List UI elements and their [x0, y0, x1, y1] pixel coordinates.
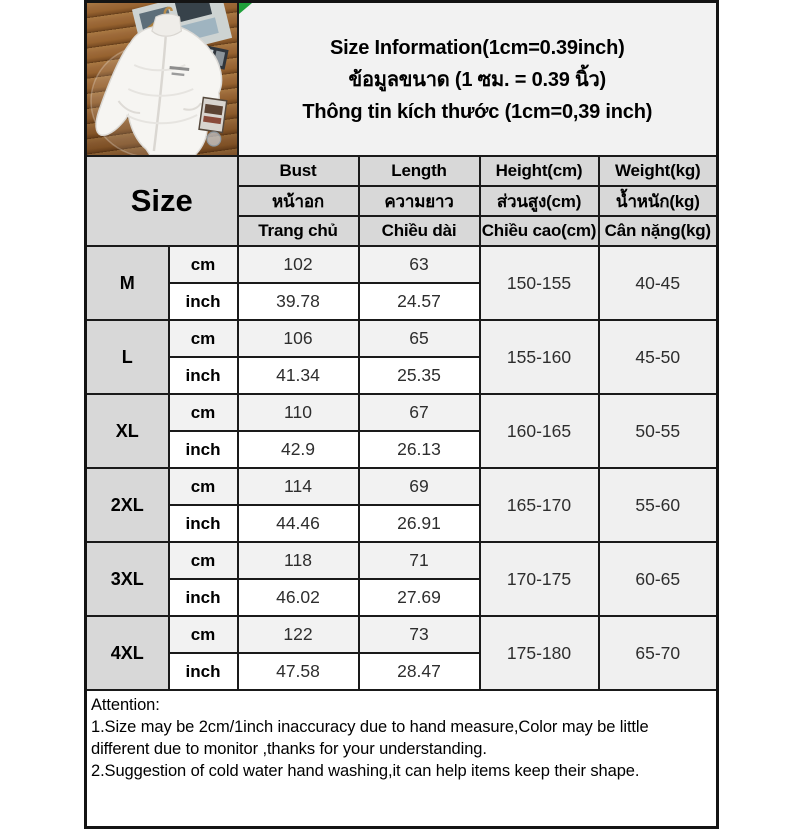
col-header-height-en: Height(cm): [480, 156, 599, 186]
col-header-weight-vi: Cân nặng(kg): [599, 216, 718, 246]
bust-inch-value: 47.58: [238, 653, 359, 690]
bust-cm-value: 114: [238, 468, 359, 505]
unit-cm-label: cm: [169, 394, 238, 431]
col-header-bust-th: หน้าอก: [238, 186, 359, 216]
col-header-bust-vi: Trang chủ: [238, 216, 359, 246]
height-range-value: 175-180: [480, 616, 599, 690]
col-header-height-vi: Chiều cao(cm): [480, 216, 599, 246]
col-header-bust-en: Bust: [238, 156, 359, 186]
bust-cm-value: 110: [238, 394, 359, 431]
white-jacket-illustration: [87, 3, 237, 155]
weight-range-value: 55-60: [599, 468, 718, 542]
bust-cm-value: 122: [238, 616, 359, 653]
col-header-length-th: ความยาว: [359, 186, 480, 216]
length-inch-value: 26.13: [359, 431, 480, 468]
col-header-weight-en: Weight(kg): [599, 156, 718, 186]
unit-inch-label: inch: [169, 431, 238, 468]
length-inch-value: 28.47: [359, 653, 480, 690]
unit-inch-label: inch: [169, 357, 238, 394]
unit-cm-label: cm: [169, 616, 238, 653]
size-label-xl: XL: [86, 394, 169, 468]
length-inch-value: 26.91: [359, 505, 480, 542]
title-line-vietnamese: Thông tin kích thước (1cm=0,39 inch): [302, 101, 653, 123]
unit-inch-label: inch: [169, 505, 238, 542]
bust-inch-value: 42.9: [238, 431, 359, 468]
green-corner-marker: [239, 3, 252, 14]
weight-range-value: 50-55: [599, 394, 718, 468]
bust-inch-value: 46.02: [238, 579, 359, 616]
bust-cm-value: 118: [238, 542, 359, 579]
unit-inch-label: inch: [169, 283, 238, 320]
length-cm-value: 67: [359, 394, 480, 431]
bust-inch-value: 39.78: [238, 283, 359, 320]
size-info-title-cell: [238, 2, 718, 157]
attention-heading: Attention:: [91, 696, 160, 714]
length-cm-value: 73: [359, 616, 480, 653]
unit-inch-label: inch: [169, 579, 238, 616]
attention-notes: [86, 690, 718, 828]
attention-line-2: 2.Suggestion of cold water hand washing,it can help items keep their shape.: [91, 762, 640, 780]
weight-range-value: 60-65: [599, 542, 718, 616]
height-range-value: 160-165: [480, 394, 599, 468]
size-label-3xl: 3XL: [86, 542, 169, 616]
product-photo: [86, 2, 238, 157]
length-inch-value: 24.57: [359, 283, 480, 320]
length-cm-value: 71: [359, 542, 480, 579]
unit-cm-label: cm: [169, 246, 238, 283]
title-line-thai: ข้อมูลขนาด (1 ซม. = 0.39 นิ้ว): [348, 69, 607, 91]
length-cm-value: 69: [359, 468, 480, 505]
unit-cm-label: cm: [169, 468, 238, 505]
unit-cm-label: cm: [169, 320, 238, 357]
bust-inch-value: 44.46: [238, 505, 359, 542]
col-header-length-en: Length: [359, 156, 480, 186]
size-corner-header: Size: [86, 156, 238, 246]
size-label-m: M: [86, 246, 169, 320]
length-cm-value: 65: [359, 320, 480, 357]
length-inch-value: 27.69: [359, 579, 480, 616]
bust-cm-value: 106: [238, 320, 359, 357]
size-chart-table: [84, 0, 719, 829]
bust-cm-value: 102: [238, 246, 359, 283]
height-range-value: 170-175: [480, 542, 599, 616]
size-label-2xl: 2XL: [86, 468, 169, 542]
height-range-value: 155-160: [480, 320, 599, 394]
unit-cm-label: cm: [169, 542, 238, 579]
height-range-value: 150-155: [480, 246, 599, 320]
length-inch-value: 25.35: [359, 357, 480, 394]
col-header-weight-th: น้ำหนัก(kg): [599, 186, 718, 216]
size-label-l: L: [86, 320, 169, 394]
length-cm-value: 63: [359, 246, 480, 283]
bust-inch-value: 41.34: [238, 357, 359, 394]
col-header-length-vi: Chiều dài: [359, 216, 480, 246]
height-range-value: 165-170: [480, 468, 599, 542]
weight-range-value: 45-50: [599, 320, 718, 394]
attention-line-1: 1.Size may be 2cm/1inch inaccuracy due to hand measure,Color may be little different due to monitor ,thanks for your understanding.: [91, 718, 649, 758]
weight-range-value: 40-45: [599, 246, 718, 320]
title-line-english: Size Information(1cm=0.39inch): [329, 37, 625, 59]
size-label-4xl: 4XL: [86, 616, 169, 690]
col-header-height-th: ส่วนสูง(cm): [480, 186, 599, 216]
unit-inch-label: inch: [169, 653, 238, 690]
weight-range-value: 65-70: [599, 616, 718, 690]
